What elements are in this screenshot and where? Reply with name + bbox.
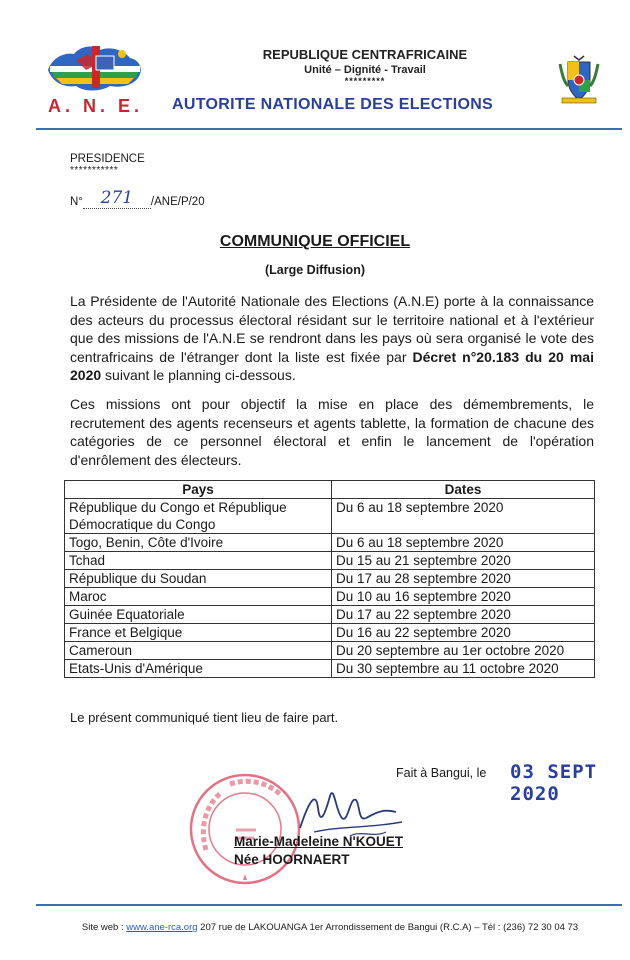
country-cell: Tchad (65, 552, 332, 570)
table-row (65, 552, 595, 570)
mission-schedule-table (64, 480, 595, 678)
dates-cell: Du 6 au 18 septembre 2020 (332, 534, 595, 552)
table-row (65, 499, 595, 534)
dates-cell: Du 16 au 22 septembre 2020 (332, 624, 595, 642)
country-cell: Cameroun (65, 642, 332, 660)
dates-cell: Du 17 au 28 septembre 2020 (332, 570, 595, 588)
table-row (65, 534, 595, 552)
ane-map-logo-icon (40, 40, 150, 98)
office-label: PRESIDENCE (70, 153, 145, 165)
footer (40, 922, 620, 933)
national-motto: Unité – Dignité - Travail (304, 64, 426, 76)
signer-name: Marie-Madeleine N'KOUET (234, 834, 403, 849)
table-row (65, 570, 595, 588)
intro-paragraph (70, 292, 594, 385)
intro-text-start: La Présidente de l'Autorité Nationale des Elections (A.N.E) porte à la connaissance des acteurs du processus électoral résidant sur le territoire national et à l'extérieur que des missions de l'A.N.E se rendront dans les pays où sera organisé le vote des centrafricains de l'étranger dont la liste est fixée par (70, 293, 594, 365)
country-cell: Togo, Benin, Côte d'Ivoire (65, 534, 332, 552)
table-row (65, 606, 595, 624)
date-stamp: 03 SEPT 2020 (510, 761, 598, 805)
ane-logo (40, 40, 150, 103)
mission-paragraph: Ces missions ont pour objectif la mise en place des démembrements, le recrutement des agents recenseurs et agents tablette, la formation de chacune des catégories de ce personnel électoral et enfin le lancement de l'opération d'enrôlement des électeurs. (70, 396, 594, 468)
country-cell: Etats-Unis d'Amérique (65, 660, 332, 678)
country-cell: République du Congo et République Démocratique du Congo (65, 499, 332, 534)
reference-prefix: N° (70, 196, 83, 208)
footer-address: 207 rue de LAKOUANGA 1er Arrondissement de Bangui (R.C.A) – Tél : (236) 72 30 04 73 (197, 922, 579, 933)
document-subtitle: (Large Diffusion) (265, 263, 365, 277)
table-row (65, 588, 595, 606)
table-row (65, 624, 595, 642)
footer-label: Site web : (81, 922, 127, 933)
dates-cell: Du 17 au 22 septembre 2020 (332, 606, 595, 624)
dates-cell: Du 30 septembre au 11 octobre 2020 (332, 660, 595, 678)
header-divider (36, 128, 622, 130)
signer-block (234, 833, 403, 869)
country-cell: France et Belgique (65, 624, 332, 642)
table-header-row (65, 481, 595, 499)
coat-of-arms (556, 54, 602, 109)
country-cell: Maroc (65, 588, 332, 606)
website-link[interactable]: www.ane-rca.org (126, 922, 198, 933)
republic-name: REPUBLIQUE CENTRAFRICAINE (262, 47, 468, 62)
country-cell: Guinée Equatoriale (65, 606, 332, 624)
signer-birth-name: Née HOORNAERT (234, 852, 350, 867)
footer-divider (36, 904, 622, 906)
country-cell: République du Soudan (65, 570, 332, 588)
official-stamp (186, 770, 304, 893)
table-row (65, 642, 595, 660)
decree-reference: Décret n°20.183 du 20 mai 2020 (70, 348, 594, 383)
reference-number (70, 190, 205, 211)
dates-cell: Du 10 au 16 septembre 2020 (332, 588, 595, 606)
dates-cell: Du 15 au 21 septembre 2020 (332, 552, 595, 570)
dates-cell: Du 6 au 18 septembre 2020 (332, 499, 595, 534)
document-title: COMMUNIQUE OFFICIEL (219, 233, 411, 250)
table-row (65, 660, 595, 678)
column-header-dates: Dates (332, 481, 595, 499)
closing-statement: Le présent communiqué tient lieu de faire part. (70, 710, 339, 725)
official-stamp-icon (186, 770, 304, 888)
org-name: AUTORITE NATIONALE DES ELECTIONS (172, 96, 494, 113)
office-separator: *********** (70, 165, 119, 176)
intro-text-end: suivant le planning ci-dessous. (101, 367, 296, 383)
column-header-country: Pays (65, 481, 332, 499)
handwritten-reference-number: 271 (83, 188, 151, 209)
dates-cell: Du 20 septembre au 1er octobre 2020 (332, 642, 595, 660)
org-abbreviation: A. N. E. (48, 96, 144, 116)
motto-separator: ********* (344, 76, 386, 86)
coat-of-arms-icon (556, 54, 602, 104)
reference-suffix: /ANE/P/20 (150, 196, 205, 208)
place-of-issue: Fait à Bangui, le (396, 766, 487, 780)
